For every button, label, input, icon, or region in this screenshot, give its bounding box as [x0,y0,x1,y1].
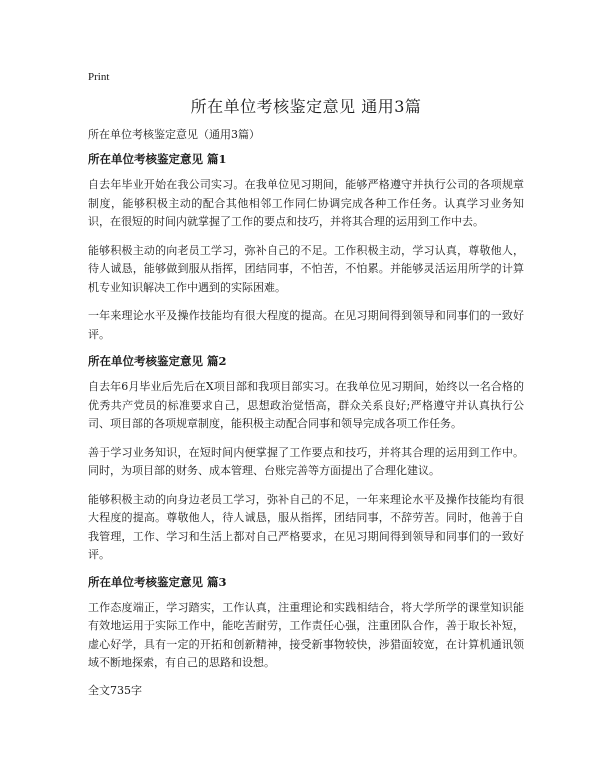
section-heading: 所在单位考核鉴定意见 篇3 [88,574,227,589]
paragraph: 自去年毕业开始在我公司实习。在我单位见习期间，能够严格遵守并执行公司的各项规章制度，能够积极主动的配合其他相邻工作同仁协调完成各种工作任务。认真学习业务知识，在很短的时间内就掌握了工作的要点和技巧，并将其合理的运用到工作中去。 [88,178,524,228]
paragraph: 能够积极主动的向老员工学习，弥补自己的不足。工作积极主动，学习认真，尊敬他人，待人诚恳，能够做到服从指挥，团结同事，不怕苦，不怕累。并能够灵活运用所学的计算机专业知识解决工作中遇到的实际困难。 [88,243,524,294]
paragraph: 自去年6月毕业后先后在X项目部和我项目部实习。在我单位见习期间，始终以一名合格的优秀共产党员的标准要求自己，思想政治觉悟高，群众关系良好;严格遵守并认真执行公司、项目部的各项规章制度，能积极主动配合同事和领导完成各项工作任务。 [88,380,524,430]
section-3 [88,575,524,673]
paragraph: 一年来理论水平及操作技能均有很大程度的提高。在见习期间得到领导和同事们的一致好评。 [88,309,524,341]
document-title: 所在单位考核鉴定意见 通用3篇 [190,97,422,116]
section-1 [88,152,524,344]
section-2 [88,354,524,565]
print-label[interactable]: Print [88,71,110,83]
document-subtitle: 所在单位考核鉴定意见（通用3篇） [88,128,260,141]
paragraph: 能够积极主动的向身边老员工学习，弥补自己的不足，一年来理论水平及操作技能均有很大程度的提高。尊敬他人，待人诚恳，服从指挥，团结同事，不辞劳苦。同时，他善于自我管理，工作、学习和生活上都对自己严格要求，在见习期间得到领导和同事们的一致好评。 [88,492,524,561]
section-heading: 所在单位考核鉴定意见 篇1 [88,152,227,166]
document-page [88,70,524,698]
paragraph: 善于学习业务知识，在短时间内便掌握了工作要点和技巧，并将其合理的运用到工作中。同时，为项目部的财务、成本管理、台账完善等方面提出了合理化建议。 [88,445,524,477]
section-heading: 所在单位考核鉴定意见 篇2 [88,354,227,368]
word-count: 全文735字 [88,683,142,697]
paragraph: 工作态度端正，学习踏实，工作认真，注重理论和实践相结合，将大学所学的课堂知识能有效地运用于实际工作中，能吃苦耐劳，工作责任心强，注重团队合作，善于取长补短，虚心好学，具有一定的开拓和创新精神，接受新事物较快，涉猎面较宽，在计算机通讯领域不断地探索，有自己的思路和设想。 [88,600,524,669]
